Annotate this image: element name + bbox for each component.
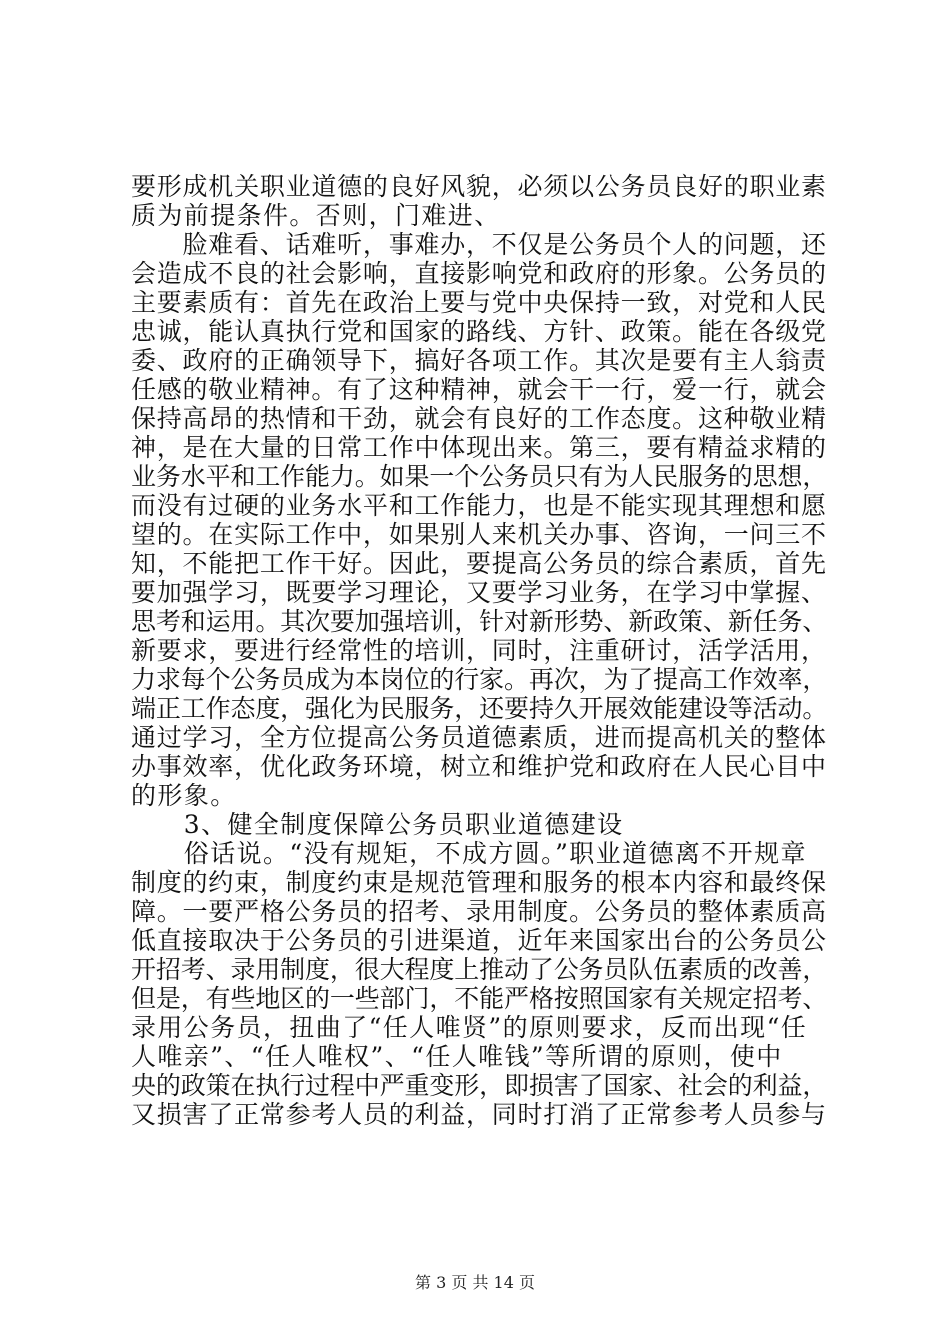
text-line: 会造成不良的社会影响，直接影响党和政府的形象。公务员的 (131, 259, 827, 288)
text-line: 而没有过硬的业务水平和工作能力，也是不能实现其理想和愿 (131, 491, 827, 520)
text-line: 端正工作态度，强化为民服务，还要持久开展效能建设等活动。 (131, 694, 828, 723)
text-line: 任感的敬业精神。有了这种精神，就会干一行，爱一行，就会 (131, 375, 827, 404)
body-text (131, 172, 827, 1129)
text-line: 知，不能把工作干好。因此，要提高公务员的综合素质，首先 (131, 549, 827, 578)
text-line: 神，是在大量的日常工作中体现出来。第三，要有精益求精的 (131, 433, 827, 462)
text-line: 制度的约束，制度约束是规范管理和服务的根本内容和最终保 (131, 868, 827, 897)
text-line: 障。一要严格公务员的招考、录用制度。公务员的整体素质高 (131, 897, 827, 926)
text-line: 的形象。 (131, 781, 237, 810)
text-line: 录用公务员，扭曲了“任人唯贤”的原则要求，反而出现“任 (131, 1013, 808, 1042)
text-line: 央的政策在执行过程中严重变形，即损害了国家、社会的利益， (131, 1071, 828, 1100)
text-line: 委、政府的正确领导下，搞好各项工作。其次是要有主人翁责 (131, 346, 827, 375)
text-line: 力求每个公务员成为本岗位的行家。再次，为了提高工作效率， (131, 665, 828, 694)
text-line: 开招考、录用制度，很大程度上推动了公务员队伍素质的改善， (131, 955, 828, 984)
text-line: 但是，有些地区的一些部门，不能严格按照国家有关规定招考、 (131, 984, 828, 1013)
text-line: 质为前提条件。否则，门难进、 (131, 201, 501, 230)
text-line: 望的。在实际工作中，如果别人来机关办事、咨询，一问三不 (131, 520, 827, 549)
text-line: 脸难看、话难听，事难办，不仅是公务员个人的问题，还 (131, 230, 827, 259)
text-line: 忠诚，能认真执行党和国家的路线、方针、政策。能在各级党 (131, 317, 827, 346)
text-line: 要加强学习，既要学习理论，又要学习业务，在学习中掌握、 (131, 578, 827, 607)
text-line: 业务水平和工作能力。如果一个公务员只有为人民服务的思想， (131, 462, 828, 491)
text-line: 3、健全制度保障公务员职业道德建设 (131, 810, 624, 839)
text-line: 通过学习，全方位提高公务员道德素质，进而提高机关的整体 (131, 723, 827, 752)
text-line: 俗话说。“没有规矩，不成方圆。”职业道德离不开规章 (131, 839, 807, 868)
text-line: 思考和运用。其次要加强培训，针对新形势、新政策、新任务、 (131, 607, 828, 636)
text-line: 主要素质有：首先在政治上要与党中央保持一致，对党和人民 (131, 288, 827, 317)
text-line: 要形成机关职业道德的良好风貌，必须以公务员良好的职业素 (131, 172, 827, 201)
page-footer: 第 3 页 共 14 页 (415, 1273, 535, 1292)
text-line: 又损害了正常参考人员的利益，同时打消了正常参考人员参与 (131, 1100, 827, 1129)
text-line: 低直接取决于公务员的引进渠道，近年来国家出台的公务员公 (131, 926, 827, 955)
text-line: 新要求，要进行经常性的培训，同时，注重研讨，活学活用， (131, 636, 827, 665)
text-line: 人唯亲”、“任人唯权”、“任人唯钱”等所谓的原则，使中 (131, 1042, 783, 1071)
text-line: 办事效率，优化政务环境，树立和维护党和政府在人民心目中 (131, 752, 827, 781)
text-line: 保持高昂的热情和干劲，就会有良好的工作态度。这种敬业精 (131, 404, 827, 433)
